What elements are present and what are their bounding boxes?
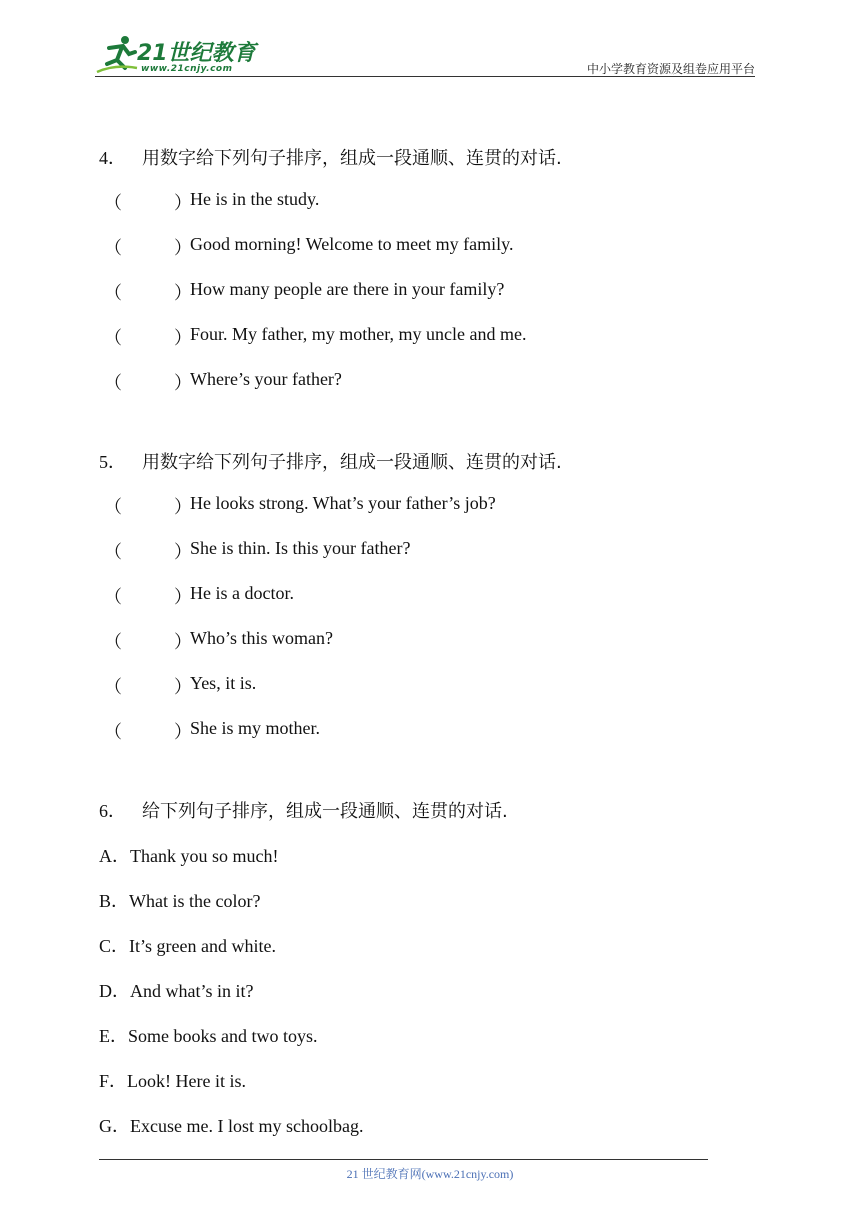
answer-blank-close: ） — [174, 542, 192, 562]
option-f: F．Look! Here it is. — [99, 1071, 246, 1091]
sentence-text: How many people are there in your family? — [190, 279, 505, 299]
answer-blank-close: ） — [174, 328, 192, 348]
option-a: A．Thank you so much! — [99, 846, 279, 866]
runner-logo-icon — [95, 34, 139, 74]
question-4-title — [99, 144, 562, 170]
answer-blank-open[interactable]: （ — [104, 722, 122, 742]
question-number: 6． — [99, 801, 126, 821]
question-instruction: 给下列句子排序，组成一段通顺、连贯的对话. — [142, 801, 508, 822]
answer-blank-close: ） — [174, 722, 192, 742]
sentence-text: Yes, it is. — [190, 673, 257, 693]
answer-blank-close: ） — [174, 587, 192, 607]
answer-blank-open[interactable]: （ — [104, 677, 122, 697]
question-5-title — [99, 448, 562, 474]
option-g: G．Excuse me. I lost my schoolbag. — [99, 1116, 364, 1136]
answer-blank-open[interactable]: （ — [104, 238, 122, 258]
answer-blank-close: ） — [174, 283, 192, 303]
answer-blank-open[interactable]: （ — [104, 328, 122, 348]
page-header — [95, 28, 755, 78]
sentence-text: He is in the study. — [190, 189, 320, 209]
logo — [95, 34, 265, 78]
answer-blank-open[interactable]: （ — [104, 587, 122, 607]
question-instruction: 用数字给下列句子排序，组成一段通顺、连贯的对话. — [142, 148, 562, 169]
option-b: B．What is the color? — [99, 891, 261, 911]
answer-blank-open[interactable]: （ — [104, 632, 122, 652]
answer-blank-close: ） — [174, 497, 192, 517]
question-instruction: 用数字给下列句子排序，组成一段通顺、连贯的对话. — [142, 452, 562, 473]
sentence-text: Who’s this woman? — [190, 628, 333, 648]
header-platform-text: 中小学教育资源及组卷应用平台 — [586, 62, 755, 76]
answer-blank-close: ） — [174, 677, 192, 697]
option-d: D．And what’s in it? — [99, 981, 254, 1001]
footer-divider — [99, 1159, 708, 1160]
option-e: E．Some books and two toys. — [99, 1026, 318, 1046]
answer-blank-close: ） — [174, 632, 192, 652]
question-6-title — [99, 797, 508, 823]
sentence-text: He looks strong. What’s your father’s job? — [190, 493, 496, 513]
sentence-text: She is thin. Is this your father? — [190, 538, 411, 558]
sentence-text: Where’s your father? — [190, 369, 342, 389]
answer-blank-open[interactable]: （ — [104, 283, 122, 303]
answer-blank-close: ） — [174, 193, 192, 213]
sentence-text: She is my mother. — [190, 718, 320, 738]
question-number: 4． — [99, 148, 126, 168]
answer-blank-open[interactable]: （ — [104, 497, 122, 517]
answer-blank-open[interactable]: （ — [104, 193, 122, 213]
logo-text: 21世纪教育 — [137, 41, 256, 66]
option-c: C．It’s green and white. — [99, 936, 276, 956]
sentence-text: Four. My father, my mother, my uncle and me. — [190, 324, 527, 344]
question-number: 5． — [99, 452, 126, 472]
sentence-text: Good morning! Welcome to meet my family. — [190, 234, 514, 254]
sentence-text: He is a doctor. — [190, 583, 294, 603]
footer-link[interactable]: 21 世纪教育网(www.21cnjy.com) — [346, 1167, 514, 1181]
header-divider — [95, 76, 755, 77]
logo-url: www.21cnjy.com — [141, 64, 233, 74]
answer-blank-open[interactable]: （ — [104, 542, 122, 562]
answer-blank-open[interactable]: （ — [104, 373, 122, 393]
answer-blank-close: ） — [174, 238, 192, 258]
answer-blank-close: ） — [174, 373, 192, 393]
